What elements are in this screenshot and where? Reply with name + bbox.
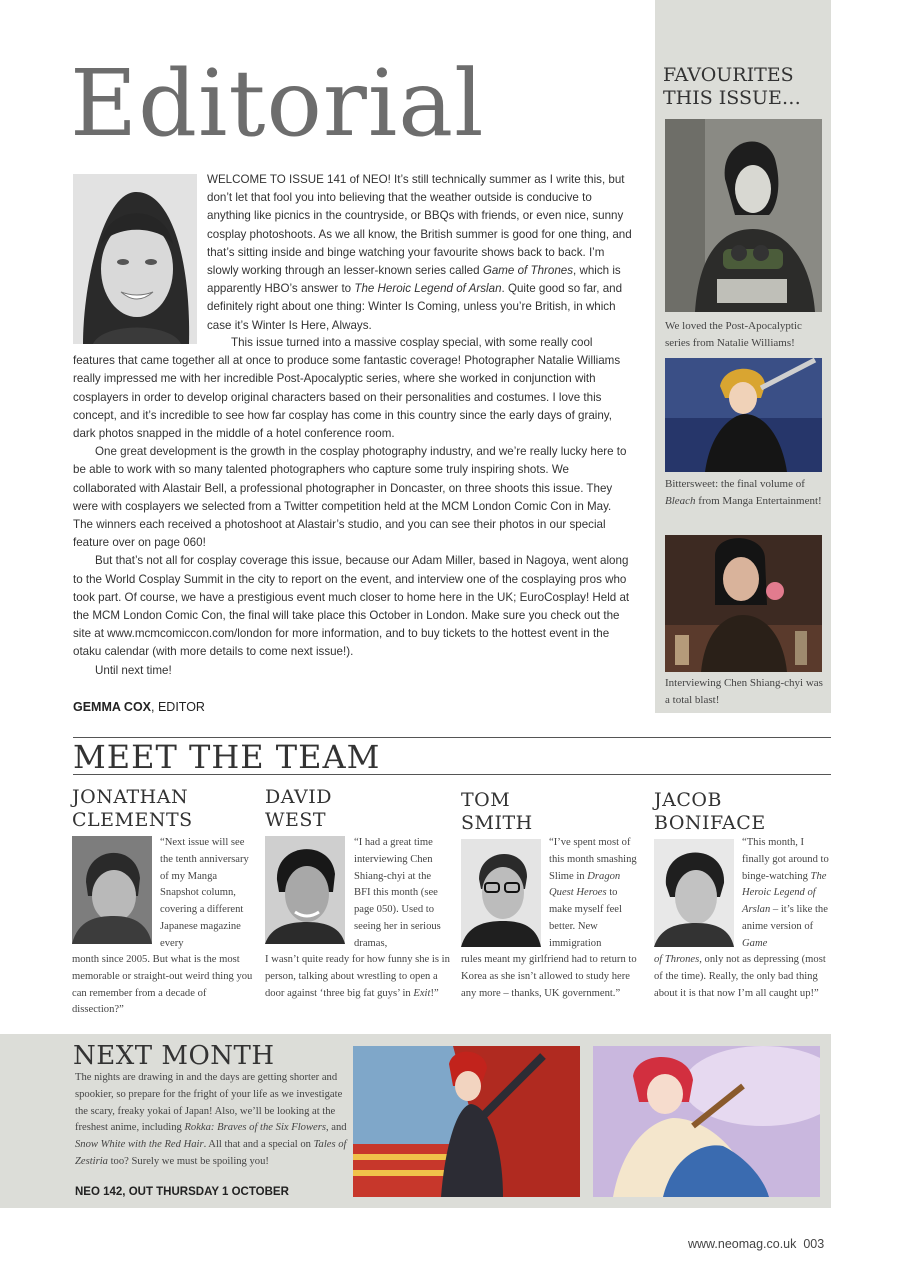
para-2: features that came together all at once to produce some fantastic coverage! Photographer Natalie Williams really impressed me with her incredible Post-Apocalyptic series, where she worked in conjunction with cosplayers in order to develop original characters based on their personalities and costumes. I love this concept, and it’s incredible to see how far cosplay has come in this country since the early days of grainy, dark photos snapped in the middle of a hotel conference room. — [73, 354, 621, 441]
member-quote-david: I wasn’t quite ready for how funny she is in person, talking about wrestling to open a door against ‘three big fat guys’ in Exit!” — [265, 954, 450, 999]
member-photo-david — [265, 836, 345, 944]
member-quote-david-side: “I had a great time interviewing Chen Shiang-chyi at the BFI this month (see page 050). Used to seeing her in serious dramas, — [354, 837, 441, 949]
next-month-title: NEXT MONTH — [73, 1041, 275, 1071]
para-3: One great development is the growth in the cosplay photography industry, and we’re really lucky here to be able to work with so many talented photographers who capture some truly inspiring shots. We collaborated with Alastair Bell, a professional photographer in Doncaster, on three shoots this issue. They were with cosplayers we selected from a Twitter competition held at the MCM London Comic Con in May. The winners each received a photoshoot at Alastair’s studio, and you can see their photos in our special feature over on page 060! — [73, 445, 627, 550]
member-photo-tom — [461, 839, 541, 947]
team-section-title: MEET THE TEAM — [73, 738, 381, 776]
favourite-caption-2: Bittersweet: the final volume of Bleach from Manga Entertainment! — [665, 478, 822, 507]
page-title: Editorial — [70, 50, 485, 157]
page-number: 003 — [803, 1237, 825, 1251]
para-2-first: This issue turned into a massive cosplay special, with some really cool — [231, 336, 593, 349]
member-name-tom-smith: TOM SMITH — [461, 789, 533, 834]
editor-photo — [73, 174, 197, 344]
team-divider-bottom — [73, 774, 831, 775]
favourites-title: FAVOURITES THIS ISSUE… — [663, 64, 801, 109]
editor-signoff: GEMMA COX, EDITOR — [73, 700, 205, 714]
editorial-body — [73, 334, 633, 680]
editorial-lead: WELCOME TO ISSUE 141 of NEO! It’s still technically summer as I write this, but don’t let that fool you into believing that the weather outside is conducive to anything like picnics in the countryside, or BBQs with friends, or even nice, sunny cosplay photoshoots. As we all know, the British summer is good for one thing, and that’s sitting inside and binge watching your favourite shows back to back. I’m slowly working through an lesser-known series called Game of Thrones, which is apparently HBO’s answer to The Heroic Legend of Arslan. Quite good so far, and definitely right about one thing: Winter Is Coming, unless you’re British, in which case it’s Winter Is Here, Always. — [207, 173, 632, 332]
next-month-body: The nights are drawing in and the days are getting shorter and spookier, so prepare for the fright of your life as we investigate the scary, freaky yokai of Japan! Also, we’ll be looking at the freshest anime, including Rokka: Braves of the Six Flowers, and Snow White with the Red Hair. All that and a special on Tales of Zestiria too? Surely we must be spoiling you! — [75, 1072, 347, 1167]
next-issue-date: NEO 142, OUT THURSDAY 1 OCTOBER — [75, 1186, 289, 1198]
member-name-jacob-boniface: JACOB BONIFACE — [654, 789, 766, 834]
member-name-david-west: DAVID WEST — [265, 786, 332, 831]
member-photo-jonathan — [72, 836, 152, 944]
next-month-image-snow-white — [593, 1046, 820, 1197]
favourite-bleach-image — [665, 358, 822, 472]
member-quote-tom: rules meant my girlfriend had to return to Korea as she isn’t allowed to study here any more – thanks, UK government.” — [461, 954, 637, 999]
favourite-caption-3: Interviewing Chen Shiang-chyi was a total blast! — [665, 677, 823, 706]
member-name-jonathan-clements: JONATHAN CLEMENTS — [72, 786, 193, 831]
member-quote-tom-side: “I’ve spent most of this month smashing Slime in Dragon Quest Heroes to make myself feel better. New immigration — [549, 837, 637, 949]
member-quote-jonathan: month since 2005. But what is the most memorable or straight-out weird thing you can remember from a decade of dissection?” — [72, 954, 253, 1016]
member-photo-jacob — [654, 839, 734, 947]
member-quote-jacob: of Thrones, only not as depressing (most of the time). Really, the only bad thing about it is that now I’m all caught up!” — [654, 954, 826, 999]
page-footer — [688, 1237, 824, 1251]
favourite-caption-1: We loved the Post-Apocalyptic series from Natalie Williams! — [665, 320, 802, 349]
member-quote-jonathan-side: “Next issue will see the tenth anniversary of my Manga Snapshot column, covering a different Japanese magazine every — [160, 837, 249, 949]
para-4: But that’s not all for cosplay coverage this issue, because our Adam Miller, based in Nagoya, went along to the World Cosplay Summit in the city to report on the event, and interview one of the cosplaying pros who took part. Of course, we have a prestigious event much closer to home here in the UK; EuroCosplay! Held at the MCM London Comic Con, the final will take place this October in London. Make sure you check out the site at www.mcmcomiccon.com/london for more information, and to buy tickets to the hottest event in the otaku calendar (with more details to come next issue!). — [73, 554, 630, 659]
favourite-cosplay-photo — [665, 119, 822, 312]
para-5: Until next time! — [95, 663, 172, 677]
favourite-interview-photo — [665, 535, 822, 672]
site-url: www.neomag.co.uk — [688, 1237, 797, 1251]
next-month-image-rokka — [353, 1046, 580, 1197]
member-quote-jacob-side: “This month, I finally got around to binge-watching The Heroic Legend of Arslan – it’s like the anime version of Game — [742, 837, 829, 949]
